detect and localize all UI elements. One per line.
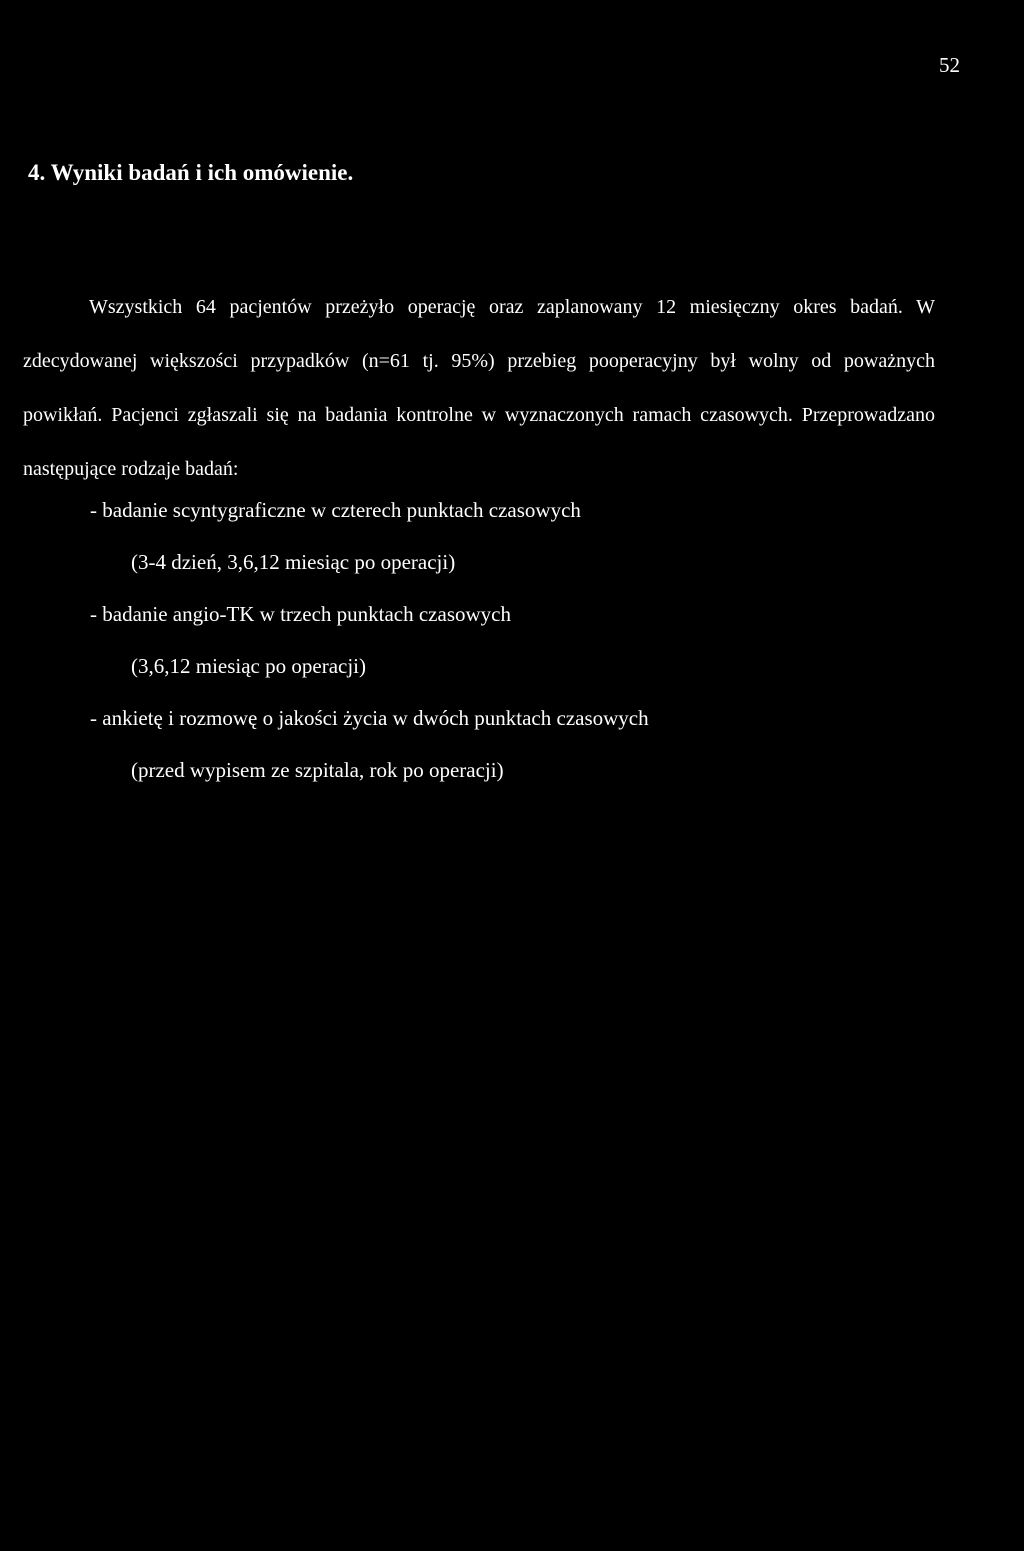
study-item-label: - badanie scyntygraficzne w czterech punktach czasowych <box>90 498 581 522</box>
study-item-detail: (3-4 dzień, 3,6,12 miesiąc po operacji) <box>131 550 456 574</box>
study-item-label: - badanie angio-TK w trzech punktach czasowych <box>90 602 511 626</box>
study-item-detail: (3,6,12 miesiąc po operacji) <box>131 654 366 678</box>
study-item-detail: (przed wypisem ze szpitala, rok po operacji) <box>131 758 504 782</box>
study-item-label: - ankietę i rozmowę o jakości życia w dwóch punktach czasowych <box>90 706 649 730</box>
intro-paragraph: Wszystkich 64 pacjentów przeżyło operację oraz zaplanowany 12 miesięczny okres badań. W zdecydowanej większości przypadków (n=61 tj. 95%) przebieg pooperacyjny był wolny od poważnych powikłań. Pacjenci zgłaszali się na badania kontrolne w wyznaczonych ramach czasowych. Przeprowadzano następujące rodzaje badań: <box>23 296 935 480</box>
studies-list <box>90 484 649 796</box>
section-title: 4. Wyniki badań i ich omówienie. <box>28 160 354 185</box>
page-number: 52 <box>939 53 960 77</box>
